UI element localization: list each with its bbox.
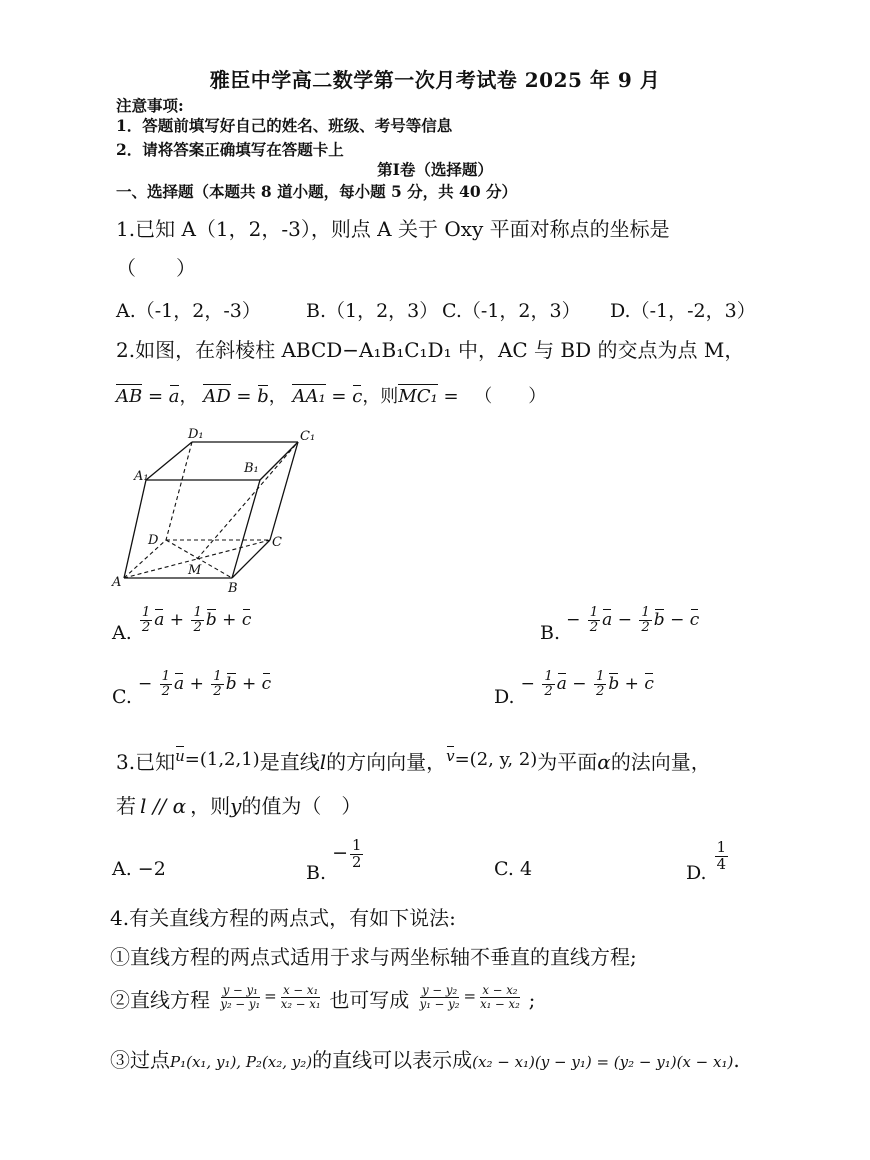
q1-option-b: B.（1，2，3） xyxy=(306,300,439,322)
q3-option-d: D. $\frac{1}{4}$ xyxy=(686,839,727,885)
q2-option-c: C. − $\frac{1}{2}$ a + $\frac{1}{2}$ b + c xyxy=(112,669,272,708)
q2-vector-defs: AB = a， AD = b， AA₁ = c，则MC₁ = （ ） xyxy=(116,386,547,407)
q2-option-a: A. $\frac{1}{2}$ a + $\frac{1}{2}$ b + c xyxy=(112,605,252,644)
prism-figure xyxy=(108,420,348,600)
q2-then: ，则 xyxy=(362,386,399,407)
q1-option-c: C.（-1，2，3） xyxy=(442,300,581,322)
label-a1: A₁ xyxy=(134,469,149,484)
q4-statement-3: ③过点P₁(x₁, y₁), P₂(x₂, y₂)的直线可以表示成(x₂ − x₁)(y − y₁) = (y₂ − y₁)(x − x₁). xyxy=(110,1048,740,1072)
q3-stem-line2: 若 l // α ，则y的值为（ ） xyxy=(116,794,362,818)
q1-option-d: D.（-1，-2，3） xyxy=(610,300,756,322)
vec-a: a xyxy=(168,386,180,407)
q3-option-c: C. 4 xyxy=(494,858,533,880)
q3-stem: 3.已知$^u$=(1,2,1)是直线l的方向向量，$^v$=(2, y, 2)为平面α的法向量， xyxy=(116,747,711,774)
q2-option-b: B. − $\frac{1}{2}$ a − $\frac{1}{2}$ b − c xyxy=(540,605,700,644)
label-c1: C₁ xyxy=(300,429,316,444)
vec-ab: AB xyxy=(116,386,143,407)
label-b1: B₁ xyxy=(244,461,259,476)
vec-b: b xyxy=(257,386,269,407)
vec-mc1: MC₁ xyxy=(398,386,438,407)
label-d: D xyxy=(148,533,159,548)
q1-blank: （ ） xyxy=(116,256,196,280)
q4-statement-2: ②直线方程 $^{\frac{\text{y − y₁}}{\text{y₂ − y₁}} = \frac{\text{x − x₁}}{\text{x₂ − x₁}}}$ 也可写成 $^{\frac{\text{y − y₂}}{\text{y₁ − y₂}} = \frac{\text{x − x₂}}{\text{x₁ − x₂}}}$ ; xyxy=(110,983,536,1012)
q3-option-a: A. −2 xyxy=(112,858,166,880)
notes-heading: 注意事项: xyxy=(116,96,184,115)
vec-ad: AD xyxy=(203,386,231,407)
section-heading: 一、选择题（本题共 8 道小题，每小题 5 分，共 40 分） xyxy=(116,182,518,201)
q4-stem: 4.有关直线方程的两点式，有如下说法: xyxy=(110,906,456,930)
label-c: C xyxy=(272,535,282,550)
volume-heading: 第Ⅰ卷（选择题） xyxy=(377,160,493,179)
label-d1: D₁ xyxy=(188,427,204,442)
note-item-2: 2．请将答案正确填写在答题卡上 xyxy=(116,140,344,159)
note-item-1: 1．答题前填写好自己的姓名、班级、考号等信息 xyxy=(116,116,453,135)
label-m: M xyxy=(188,563,202,578)
q1-stem: 1.已知 A（1，2，-3），则点 A 关于 Oxy 平面对称点的坐标是 xyxy=(116,217,670,241)
q3-option-b: B. − $\frac{1}{2}$ xyxy=(306,837,362,885)
q2-option-d: D. − $\frac{1}{2}$ a − $\frac{1}{2}$ b + c xyxy=(494,669,654,708)
q4-statement-1: ①直线方程的两点式适用于求与两坐标轴不垂直的直线方程; xyxy=(110,945,637,969)
vec-c: c xyxy=(352,386,363,407)
vec-aa1: AA₁ xyxy=(292,386,326,407)
label-b: B xyxy=(228,581,238,596)
label-a: A xyxy=(112,575,122,590)
q1-option-a: A.（-1，2，-3） xyxy=(116,300,261,322)
q2-stem: 2.如图，在斜棱柱 ABCD−A₁B₁C₁D₁ 中，AC 与 BD 的交点为点 M， xyxy=(116,338,745,362)
q2-blank: （ ） xyxy=(474,386,547,407)
exam-title: 雅臣中学高二数学第一次月考试卷 2025 年 9 月 xyxy=(209,68,661,92)
